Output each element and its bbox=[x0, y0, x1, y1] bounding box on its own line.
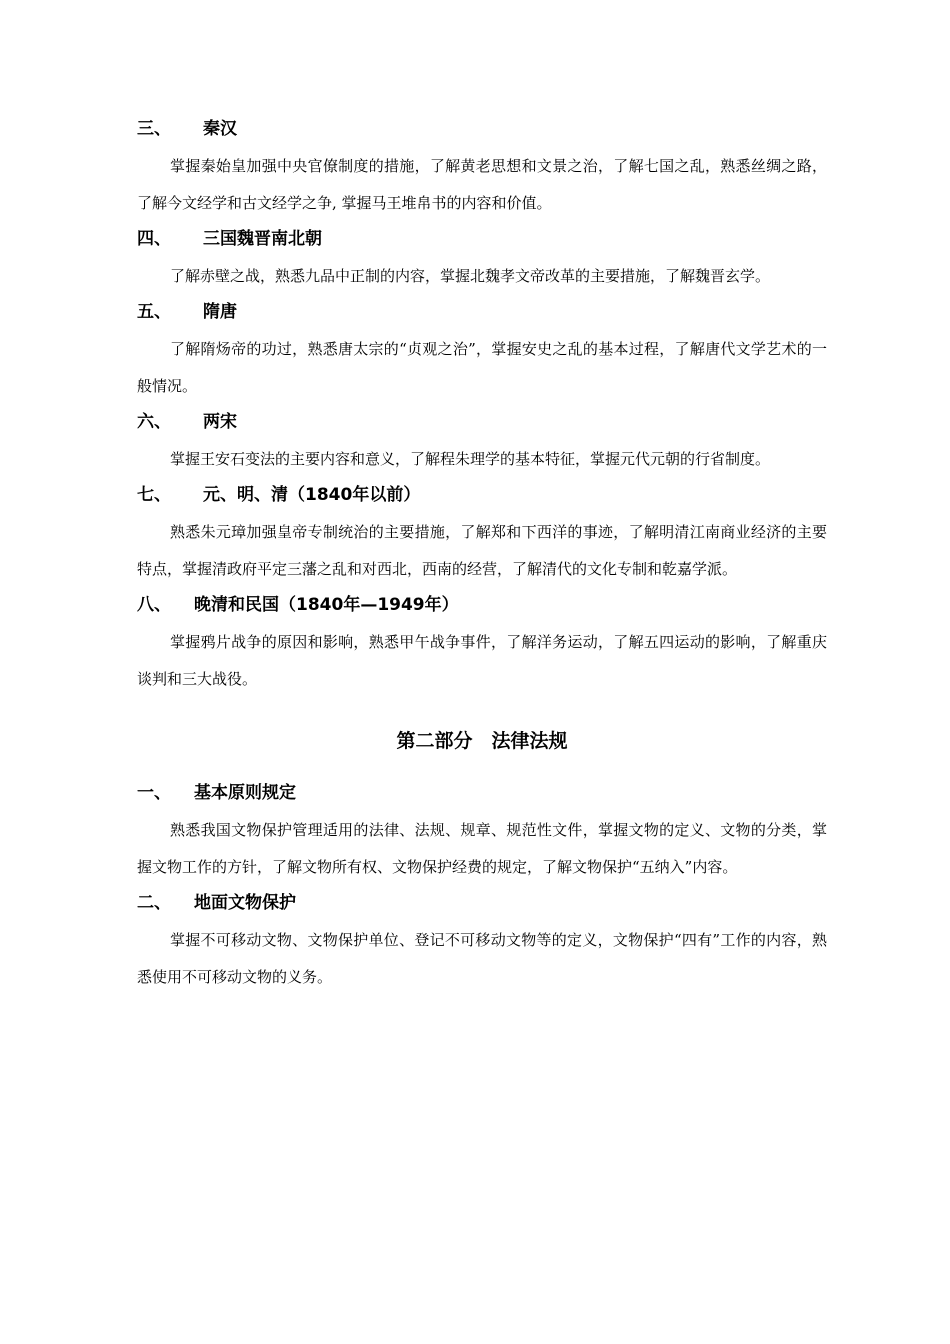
section-title: 地面文物保护 bbox=[194, 893, 296, 913]
section-heading bbox=[137, 228, 827, 250]
section-body: 熟悉我国文物保护管理适用的法律、法规、规章、规范性文件，掌握文物的定义、文物的分类，掌握文物工作的方针，了解文物所有权、文物保护经费的规定，了解文物保护“五纳入”内容。 bbox=[137, 821, 827, 876]
section-heading bbox=[137, 301, 827, 323]
section-title: 晚清和民国（1840年—1949年） bbox=[194, 595, 459, 615]
section-number: 八、 bbox=[137, 595, 171, 615]
section-number: 七、 bbox=[137, 485, 171, 505]
section-body: 掌握鸦片战争的原因和影响，熟悉甲午战争事件，了解洋务运动，了解五四运动的影响，了解重庆谈判和三大战役。 bbox=[137, 633, 827, 688]
section-number: 一、 bbox=[137, 783, 171, 803]
section-yuan-ming-qing bbox=[137, 484, 827, 588]
section-body: 了解隋炀帝的功过，熟悉唐太宗的“贞观之治”，掌握安史之乱的基本过程，了解唐代文学艺术的一般情况。 bbox=[137, 340, 827, 395]
section-body: 掌握不可移动文物、文物保护单位、登记不可移动文物等的定义，文物保护“四有”工作的内容，熟悉使用不可移动文物的义务。 bbox=[137, 931, 827, 986]
section-title: 隋唐 bbox=[203, 302, 237, 322]
section-number: 六、 bbox=[137, 412, 171, 432]
section-number: 三、 bbox=[137, 119, 171, 139]
section-sui-tang bbox=[137, 301, 827, 405]
section-body: 掌握王安石变法的主要内容和意义，了解程朱理学的基本特征，掌握元代元朝的行省制度。 bbox=[170, 450, 771, 468]
section-late-qing-republic bbox=[137, 594, 827, 698]
section-number: 四、 bbox=[137, 229, 171, 249]
section-heading bbox=[137, 411, 827, 433]
section-number: 二、 bbox=[137, 893, 171, 913]
section-heading bbox=[137, 892, 827, 914]
section-title: 三国魏晋南北朝 bbox=[203, 229, 322, 249]
section-qin-han bbox=[137, 118, 827, 222]
section-number: 五、 bbox=[137, 302, 171, 322]
section-title: 元、明、清（1840年以前） bbox=[203, 485, 421, 505]
section-heading bbox=[137, 118, 827, 140]
section-three-kingdoms bbox=[137, 228, 827, 295]
section-heading bbox=[137, 782, 827, 804]
section-basic-principles bbox=[137, 782, 827, 886]
section-ground-relics bbox=[137, 892, 827, 996]
section-title: 基本原则规定 bbox=[194, 783, 296, 803]
section-title: 秦汉 bbox=[203, 119, 237, 139]
section-song bbox=[137, 411, 827, 478]
part-title: 第二部分 法律法规 bbox=[396, 730, 568, 752]
section-heading bbox=[137, 484, 827, 506]
section-body: 掌握秦始皇加强中央官僚制度的措施，了解黄老思想和文景之治，了解七国之乱，熟悉丝绸之路，了解今文经学和古文经学之争, 掌握马王堆帛书的内容和价值。 bbox=[137, 157, 827, 212]
section-title: 两宋 bbox=[203, 412, 237, 432]
section-body: 了解赤壁之战，熟悉九品中正制的内容，掌握北魏孝文帝改革的主要措施，了解魏晋玄学。 bbox=[170, 267, 771, 285]
document-page bbox=[137, 118, 827, 996]
section-heading bbox=[137, 594, 827, 616]
section-body: 熟悉朱元璋加强皇帝专制统治的主要措施，了解郑和下西洋的事迹，了解明清江南商业经济的主要特点，掌握清政府平定三藩之乱和对西北，西南的经营，了解清代的文化专制和乾嘉学派。 bbox=[137, 523, 827, 578]
